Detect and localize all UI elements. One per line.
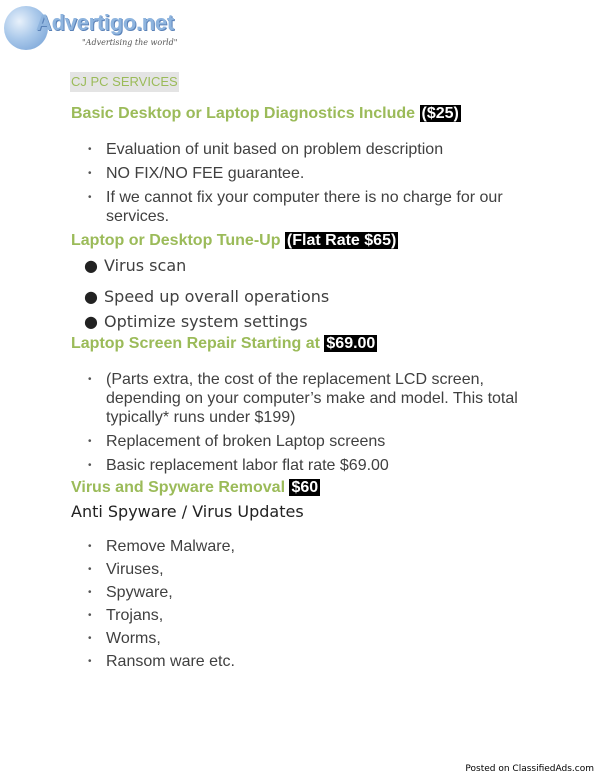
section-heading-virus-removal bbox=[71, 479, 320, 497]
bullet-icon: • bbox=[88, 144, 92, 155]
bullet-icon: • bbox=[88, 633, 92, 644]
bullet-icon: • bbox=[88, 610, 92, 621]
list-item: • Trojans, bbox=[88, 607, 164, 624]
bullet-icon: • bbox=[88, 587, 92, 598]
list-item: ● Optimize system settings bbox=[84, 312, 308, 331]
price-badge: $69.00 bbox=[326, 335, 376, 352]
section-title: Virus and Spyware Removal bbox=[71, 479, 286, 496]
list-item: • Basic replacement labor flat rate $69.00 bbox=[88, 457, 389, 474]
bullet-icon: • bbox=[88, 564, 92, 575]
bullet-icon: • bbox=[88, 374, 92, 385]
list-item: ● Speed up overall operations bbox=[84, 287, 330, 306]
list-item: • Viruses, bbox=[88, 561, 164, 578]
list-item: • Worms, bbox=[88, 630, 161, 647]
section-heading-diagnostics bbox=[71, 105, 461, 123]
list-item: • NO FIX/NO FEE guarantee. bbox=[88, 165, 305, 182]
footer-credit[interactable]: Posted on ClassifiedAds.com bbox=[465, 764, 594, 774]
price-badge: ($25) bbox=[421, 105, 459, 122]
price-badge: $60 bbox=[291, 479, 319, 496]
bullet-icon: • bbox=[88, 460, 92, 471]
price-badge: (Flat Rate $65) bbox=[286, 232, 397, 249]
virus-removal-list bbox=[84, 537, 544, 671]
bullet-icon: ● bbox=[84, 287, 98, 306]
bullet-icon: ● bbox=[84, 312, 98, 331]
company-name: CJ PC SERVICES bbox=[70, 72, 179, 92]
list-item: • (Parts extra, the cost of the replacement LCD screen, depending on your computer’s make and model. This total typically* runs under $199) bbox=[88, 371, 518, 426]
section-title: Basic Desktop or Laptop Diagnostics Include bbox=[71, 105, 416, 122]
bullet-icon: • bbox=[88, 192, 92, 203]
section-subheading: Anti Spyware / Virus Updates bbox=[71, 502, 304, 521]
section-heading-screen-repair bbox=[71, 335, 377, 353]
list-item: ● Virus scan bbox=[84, 256, 187, 275]
section-heading-tuneup bbox=[71, 232, 398, 250]
logo-tagline: "Advertising the world" bbox=[82, 38, 178, 47]
list-item: • Evaluation of unit based on problem description bbox=[88, 141, 444, 158]
logo-name: Advertigo.net bbox=[36, 10, 174, 35]
screen-repair-list bbox=[84, 370, 544, 475]
section-title: Laptop or Desktop Tune-Up bbox=[71, 232, 281, 249]
bullet-icon: ● bbox=[84, 256, 98, 275]
bullet-icon: • bbox=[88, 436, 92, 447]
bullet-icon: • bbox=[88, 541, 92, 552]
diagnostics-list bbox=[84, 140, 544, 226]
tuneup-list bbox=[82, 256, 542, 331]
list-item: • Spyware, bbox=[88, 584, 173, 601]
bullet-icon: • bbox=[88, 656, 92, 667]
bullet-icon: • bbox=[88, 168, 92, 179]
list-item: • Remove Malware, bbox=[88, 538, 235, 555]
list-item: • Ransom ware etc. bbox=[88, 653, 235, 670]
section-title: Laptop Screen Repair Starting at bbox=[71, 335, 320, 352]
list-item: • Replacement of broken Laptop screens bbox=[88, 433, 386, 450]
list-item: • If we cannot fix your computer there is no charge for our services. bbox=[88, 189, 503, 225]
